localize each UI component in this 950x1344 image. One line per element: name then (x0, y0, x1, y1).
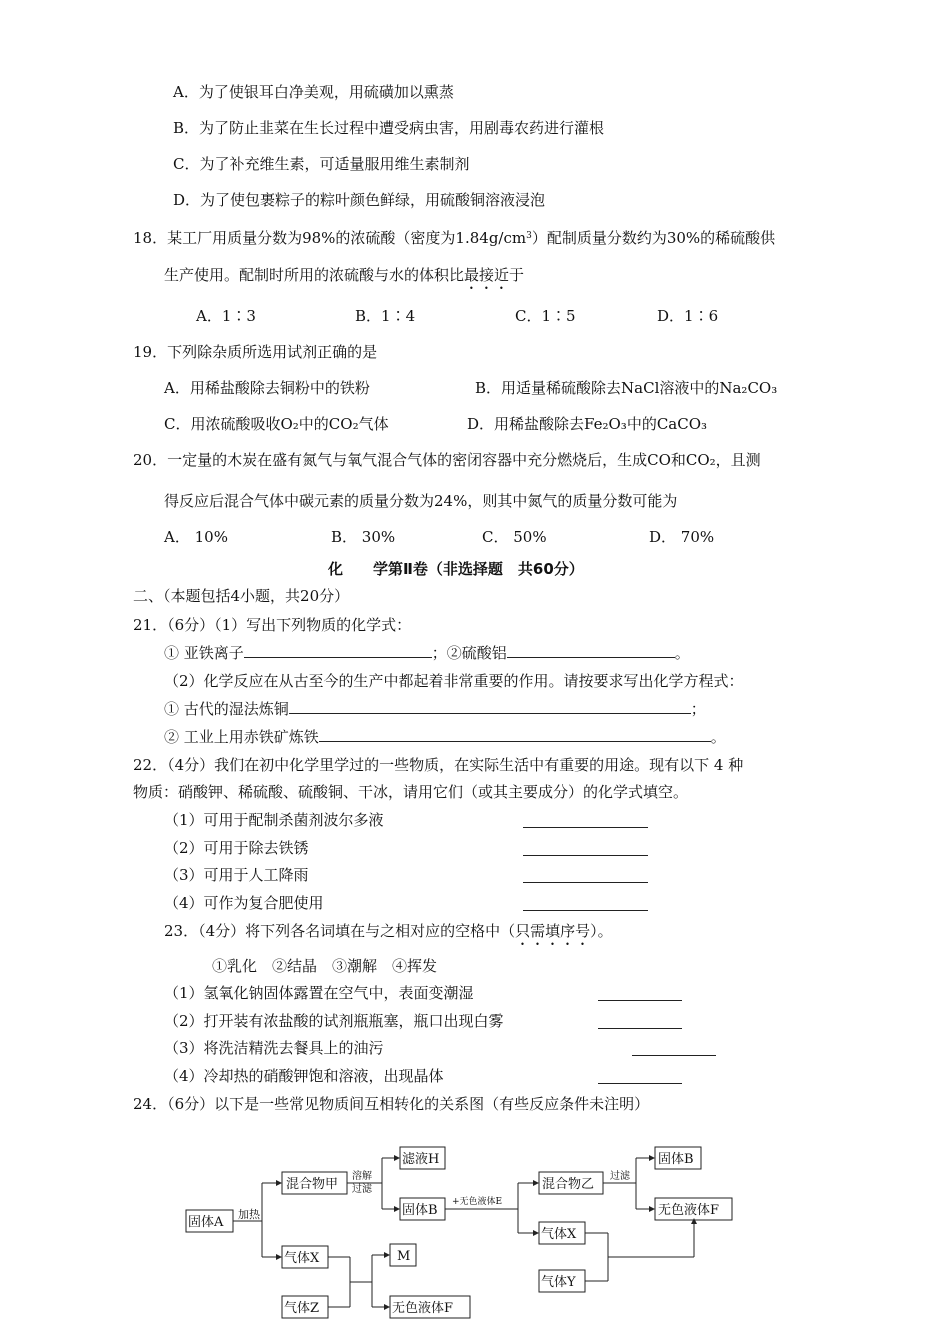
label-filtrate-h: 滤液H (402, 1152, 440, 1167)
label-plus-e: +无色液体E (452, 1197, 503, 1207)
q18-option-a: A．1∶3 (196, 307, 256, 325)
label-liquid-f: 无色液体F (658, 1203, 720, 1218)
q21-item1 (164, 643, 690, 663)
q21-eq2-label: ② 工业上用赤铁矿炼铁 (164, 728, 319, 746)
q17-option-a: A．为了使银耳白净美观，用硫磺加以熏蒸 (173, 83, 454, 101)
answer-blank[interactable] (632, 1041, 716, 1056)
q23-emphasis: 只需填序号 (515, 922, 591, 940)
part2-header: 二、（本题包括4小题，共20分） (133, 587, 350, 605)
conversion-diagram (0, 1130, 950, 1340)
q18-option-c: C．1∶5 (515, 307, 576, 325)
q21-stem: 21．（6分）（1）写出下列物质的化学式： (133, 616, 412, 634)
q18-text-d: 于 (509, 266, 525, 284)
q17-option-c: C．为了补充维生素，可适量服用维生素制剂 (173, 155, 470, 173)
q19-option-d: D．用稀盐酸除去Fe₂O₃中的CaCO₃ (467, 415, 708, 433)
q22-stem-line1: 22．（4分）我们在初中化学里学过的一些物质，在实际生活中有重要的用途。现有以下 4 种 (133, 756, 744, 774)
q23-terms: ①乳化 ②结晶 ③潮解 ④挥发 (212, 957, 438, 975)
q21-eq2-punct: 。 (710, 728, 726, 746)
answer-blank[interactable] (523, 841, 648, 856)
answer-blank[interactable] (319, 727, 711, 742)
q21-part2: （2）化学反应在从古至今的生产中都起着非常重要的作用。请按要求写出化学方程式： (164, 672, 744, 690)
q21-label-aluminum-sulfate: ；②硫酸铝 (431, 644, 507, 662)
answer-blank[interactable] (244, 643, 432, 658)
label-gas-x: 气体X (284, 1251, 320, 1266)
answer-blank[interactable] (523, 813, 648, 828)
label-solid-a: 固体A (188, 1215, 224, 1230)
q20-stem-line2: 得反应后混合气体中碳元素的质量分数为24%，则其中氮气的质量分数可能为 (164, 492, 678, 510)
q21-eq1 (164, 699, 706, 719)
label-solid-b2: 固体B (658, 1152, 694, 1167)
section-title: 化 学第Ⅱ卷（非选择题 共60分） (328, 560, 584, 578)
q23-text-a: 23．（4分）将下列各名词填在与之相对应的空格中（ (164, 922, 516, 940)
answer-blank[interactable] (523, 896, 648, 911)
q21-punct: 。 (674, 644, 690, 662)
q23-item4: （4）冷却热的硝酸钾饱和溶液，出现晶体 (164, 1067, 444, 1085)
q22-item2: （2）可用于除去铁锈 (164, 839, 309, 857)
q20-option-a: A． 10% (164, 528, 228, 546)
label-liquid-f2: 无色液体F (392, 1301, 454, 1316)
answer-blank[interactable] (289, 699, 691, 714)
q21-eq1-punct: ； (690, 700, 706, 718)
label-gas-y: 气体Y (541, 1275, 576, 1290)
q19-option-a: A．用稀盐酸除去铜粉中的铁粉 (164, 379, 370, 397)
q20-stem-line1: 20．一定量的木炭在盛有氮气与氧气混合气体的密闭容器中充分燃烧后，生成CO和CO₂，且测 (133, 451, 761, 469)
q23-item2: （2）打开装有浓盐酸的试剂瓶瓶塞，瓶口出现白雾 (164, 1012, 504, 1030)
label-solid-b: 固体B (402, 1203, 438, 1218)
q19-stem: 19．下列除杂质所选用试剂正确的是 (133, 343, 378, 361)
label-heat: 加热 (238, 1208, 260, 1221)
q21-label-ferrous: ① 亚铁离子 (164, 644, 244, 662)
q23-text-b: ）。 (590, 922, 613, 940)
label-mixture-yi: 混合物乙 (542, 1177, 595, 1192)
q18-text-b: ）配制质量分数约为30%的稀硫酸供 (531, 229, 776, 247)
q17-option-b: B．为了防止韭菜在生长过程中遭受病虫害，用剧毒农药进行灌根 (173, 119, 605, 137)
label-m: M (397, 1249, 411, 1264)
label-filter2: 过滤 (610, 1171, 630, 1182)
label-filter: 过滤 (352, 1184, 372, 1195)
q20-option-d: D． 70% (649, 528, 715, 546)
answer-blank[interactable] (598, 986, 682, 1001)
q24-stem: 24．（6分）以下是一些常见物质间互相转化的关系图（有些反应条件未注明） (133, 1095, 650, 1113)
q18-option-b: B．1∶4 (355, 307, 416, 325)
q19-option-c: C．用浓硫酸吸收O₂中的CO₂气体 (164, 415, 389, 433)
q19-option-b: B．用适量稀硫酸除去NaCl溶液中的Na₂CO₃ (475, 379, 778, 397)
q21-eq1-label: ① 古代的湿法炼铜 (164, 700, 289, 718)
q23-item3: （3）将洗洁精洗去餐具上的油污 (164, 1039, 384, 1057)
q18-emphasis: 最接近 (464, 266, 510, 284)
answer-blank[interactable] (507, 643, 675, 658)
q23-stem (164, 921, 613, 949)
q17-option-d: D．为了使包裹粽子的粽叶颜色鲜绿，用硫酸铜溶液浸泡 (173, 191, 546, 209)
q20-option-b: B． 30% (331, 528, 396, 546)
answer-blank[interactable] (598, 1069, 682, 1084)
q22-stem-line2: 物质：硝酸钾、稀硫酸、硫酸铜、干冰，请用它们（或其主要成分）的化学式填空。 (133, 783, 689, 801)
q18-stem-line2 (164, 265, 524, 293)
q18-stem-line1 (133, 226, 775, 248)
label-dissolve: 溶解 (352, 1171, 372, 1182)
label-mixture-jia: 混合物甲 (286, 1177, 339, 1192)
q18-text-a: 18．某工厂用质量分数为98%的浓硫酸（密度为1.84g/cm (133, 229, 527, 247)
answer-blank[interactable] (523, 868, 648, 883)
q21-eq2 (164, 727, 726, 747)
q22-item4: （4）可作为复合肥使用 (164, 894, 324, 912)
label-gas-z: 气体Z (284, 1301, 320, 1316)
q22-item3: （3）可用于人工降雨 (164, 866, 309, 884)
label-gas-x2: 气体X (541, 1227, 577, 1242)
answer-blank[interactable] (598, 1014, 682, 1029)
q18-superscript: 3 (526, 231, 532, 241)
q18-text-c: 生产使用。配制时所用的浓硫酸与水的体积比 (164, 266, 465, 284)
q20-option-c: C． 50% (482, 528, 547, 546)
q18-option-d: D．1∶6 (657, 307, 719, 325)
q22-item1: （1）可用于配制杀菌剂波尔多液 (164, 811, 384, 829)
q23-item1: （1）氢氧化钠固体露置在空气中，表面变潮湿 (164, 984, 474, 1002)
